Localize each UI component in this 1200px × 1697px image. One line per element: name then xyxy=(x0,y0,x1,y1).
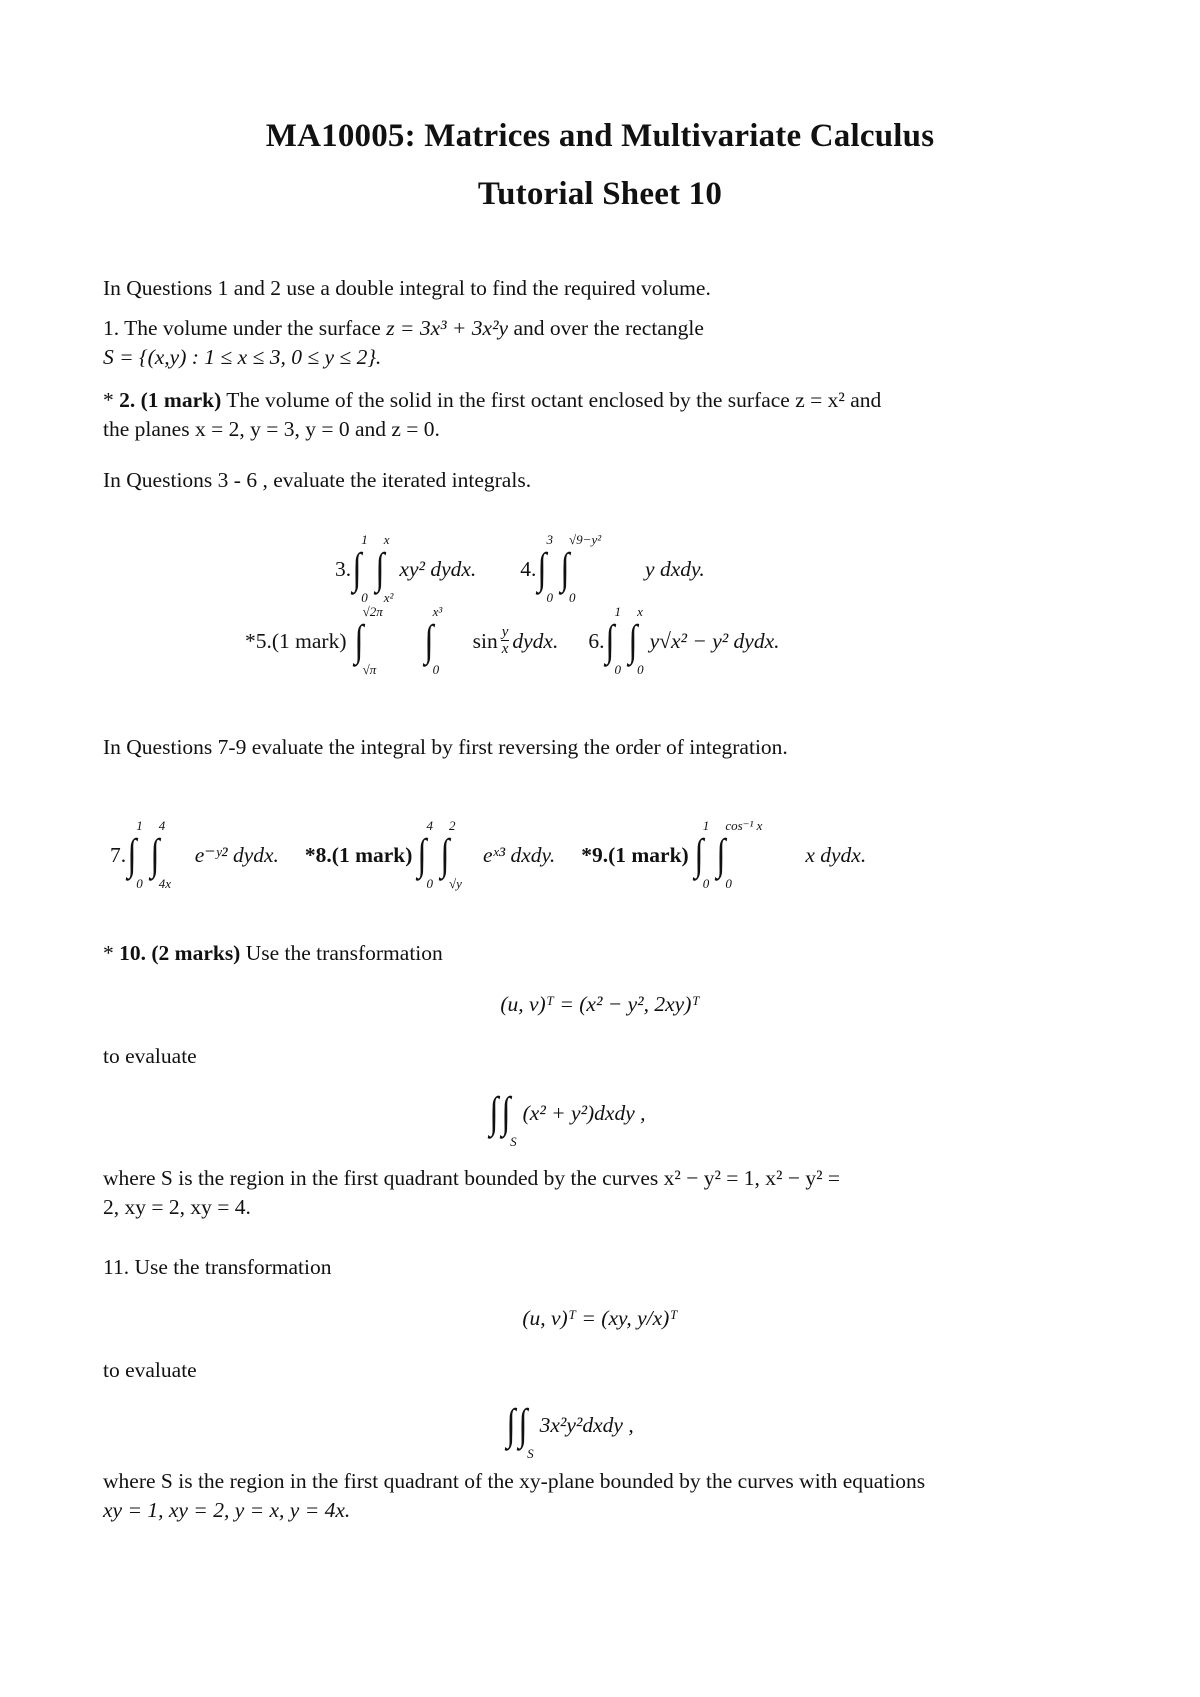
q2-label: 2. (1 mark) xyxy=(119,388,222,412)
section-c-intro: In Questions 7-9 evaluate the integral by first reversing the order of integration. xyxy=(103,735,788,759)
q10-integrand: (x² + y²)dxdy , xyxy=(522,1100,646,1125)
sheet-title: Tutorial Sheet 10 xyxy=(477,176,723,212)
q1-line1 xyxy=(103,314,1103,342)
q8-integrand: eˣ³ dxdy. xyxy=(483,842,556,867)
q1-line2: S = {(x,y) : 1 ≤ x ≤ 3, 0 ≤ y ≤ 2}. xyxy=(103,345,382,369)
q6-integrand: y√x² − y² dydx. xyxy=(649,628,780,653)
q5-differentials: dydx. xyxy=(512,628,559,653)
q5-q6-row xyxy=(245,604,780,677)
q8-outer-upper: 4 xyxy=(426,818,433,833)
q5-sin: sin xyxy=(472,628,498,653)
q11-transform: (u, v)ᵀ = (xy, y/x)ᵀ xyxy=(522,1306,678,1330)
q8-label: *8.(1 mark) xyxy=(304,842,413,867)
q7-q9-row xyxy=(110,818,867,891)
q5-frac-den: x xyxy=(501,640,509,657)
q11-integral xyxy=(505,1394,634,1461)
q4-inner-upper: √9−y² xyxy=(569,532,602,547)
q4-label: 4. xyxy=(520,556,537,581)
q3-outer-integral: ∫ 1 0 xyxy=(352,532,368,605)
q7-inner-lower: 4x xyxy=(158,876,172,891)
q3-outer-upper: 1 xyxy=(361,532,368,547)
q3-label: 3. xyxy=(335,556,352,581)
q10-text: Use the transformation xyxy=(240,941,443,965)
q1-prefix: 1. The volume under the surface xyxy=(103,316,387,340)
q6-label: 6. xyxy=(588,628,605,653)
q2-star: * xyxy=(103,388,120,412)
q11-where-line1: where S is the region in the first quadrant of the xy-plane bounded by the curves with equations xyxy=(103,1469,926,1493)
q7-inner-integral: ∫ 4 4x xyxy=(149,824,193,886)
q3-inner-integral: ∫ x x² xyxy=(375,532,394,605)
q4-outer-lower: 0 xyxy=(546,590,553,605)
q11-integral-sign-2: ∫ S xyxy=(518,1400,534,1461)
q10-integral-sign-2: ∫ S xyxy=(501,1088,517,1149)
q11-integral-sign-1: ∫ xyxy=(506,1400,516,1449)
q9-label: *9.(1 mark) xyxy=(581,842,689,867)
q10-star: * xyxy=(103,941,120,965)
q5-inner-integral: ∫ x³ 0 xyxy=(423,610,471,672)
q11-where-line2: xy = 1, xy = 2, y = x, y = 4x. xyxy=(103,1498,351,1522)
q1-surface: z = 3x³ + 3x²y xyxy=(386,316,509,340)
q9-inner-integral: ∫ cos⁻¹ x 0 xyxy=(715,824,803,886)
q5-label: *5.(1 mark) xyxy=(245,628,347,653)
q4-integrand: y dxdy. xyxy=(645,556,705,581)
q5-inner-upper: x³ xyxy=(432,604,443,619)
q8-inner-upper: 2 xyxy=(449,818,456,833)
q9-inner-upper: cos⁻¹ x xyxy=(725,818,763,833)
q10-region: S xyxy=(510,1134,517,1149)
q11-to-evaluate: to evaluate xyxy=(103,1358,197,1382)
q7-label: 7. xyxy=(110,842,127,867)
q10-transform: (u, v)ᵀ = (x² − y², 2xy)ᵀ xyxy=(500,992,700,1016)
q5-outer-integral: ∫ √2π √π xyxy=(353,610,421,672)
q5-inner-lower: 0 xyxy=(432,662,440,677)
section-b-intro: In Questions 3 - 6 , evaluate the iterated integrals. xyxy=(103,468,532,492)
q2-line1 xyxy=(103,386,1103,414)
q5-fraction xyxy=(501,625,510,658)
q3-outer-lower: 0 xyxy=(361,590,368,605)
q9-integrand: x dydx. xyxy=(805,842,867,867)
q10-where-line1: where S is the region in the first quadrant bounded by the curves x² − y² = 1, x² − y² = xyxy=(103,1166,841,1190)
q8-inner-integral: ∫ 2 √y xyxy=(439,824,481,886)
q4-outer-integral: ∫ 3 0 xyxy=(537,532,553,605)
q3-inner-upper: x xyxy=(383,532,390,547)
q3-q4-row xyxy=(335,532,705,605)
q7-inner-upper: 4 xyxy=(158,818,166,833)
q3-inner-lower: x² xyxy=(383,590,394,605)
q7-outer-integral: ∫ 1 0 xyxy=(127,818,143,891)
q4-inner-lower: 0 xyxy=(569,590,576,605)
q9-outer-integral: ∫ 1 0 xyxy=(694,818,710,891)
q10-heading xyxy=(103,939,1103,967)
q8-outer-integral: ∫ 4 0 xyxy=(417,818,433,891)
q10-label: 10. (2 marks) xyxy=(119,941,241,965)
q9-outer-lower: 0 xyxy=(702,876,710,891)
q6-inner-integral: ∫ x 0 xyxy=(628,604,644,677)
q6-outer-integral: ∫ 1 0 xyxy=(605,604,622,677)
section-a-intro: In Questions 1 and 2 use a double integral to find the required volume. xyxy=(103,276,711,300)
q10-where-line2: 2, xy = 2, xy = 4. xyxy=(103,1195,251,1219)
q11-region: S xyxy=(527,1446,534,1461)
q8-inner-lower: √y xyxy=(449,876,462,891)
q6-outer-upper: 1 xyxy=(614,604,622,619)
q7-outer-lower: 0 xyxy=(136,876,143,891)
q7-integrand: e⁻ʸ² dydx. xyxy=(194,842,279,867)
q6-inner-upper: x xyxy=(637,604,643,619)
q11-heading: 11. Use the transformation xyxy=(103,1255,332,1279)
q3-integrand: xy² dydx. xyxy=(399,556,477,581)
q5-frac-num: y xyxy=(501,623,509,640)
q9-inner-lower: 0 xyxy=(725,876,732,891)
q6-inner-lower: 0 xyxy=(637,662,644,677)
q10-integral-sign-1: ∫ xyxy=(489,1088,499,1137)
q6-outer-lower: 0 xyxy=(614,662,622,677)
q11-integrand: 3x²y²dxdy , xyxy=(539,1412,634,1437)
q8-outer-lower: 0 xyxy=(426,876,433,891)
q1-suffix: and over the rectangle xyxy=(508,316,704,340)
q4-inner-integral: ∫ √9−y² 0 xyxy=(559,538,643,600)
q2-line2: the planes x = 2, y = 3, y = 0 and z = 0. xyxy=(103,417,440,441)
q4-outer-upper: 3 xyxy=(546,532,553,547)
q9-outer-upper: 1 xyxy=(702,818,710,833)
q2-text: The volume of the solid in the first octant enclosed by the surface z = x² and xyxy=(221,388,882,412)
q5-outer-lower: √π xyxy=(362,662,377,677)
q7-outer-upper: 1 xyxy=(136,818,143,833)
course-title: MA10005: Matrices and Multivariate Calculus xyxy=(265,118,935,154)
q10-to-evaluate: to evaluate xyxy=(103,1044,197,1068)
q10-integral xyxy=(488,1082,646,1149)
q5-outer-upper: √2π xyxy=(362,604,383,619)
